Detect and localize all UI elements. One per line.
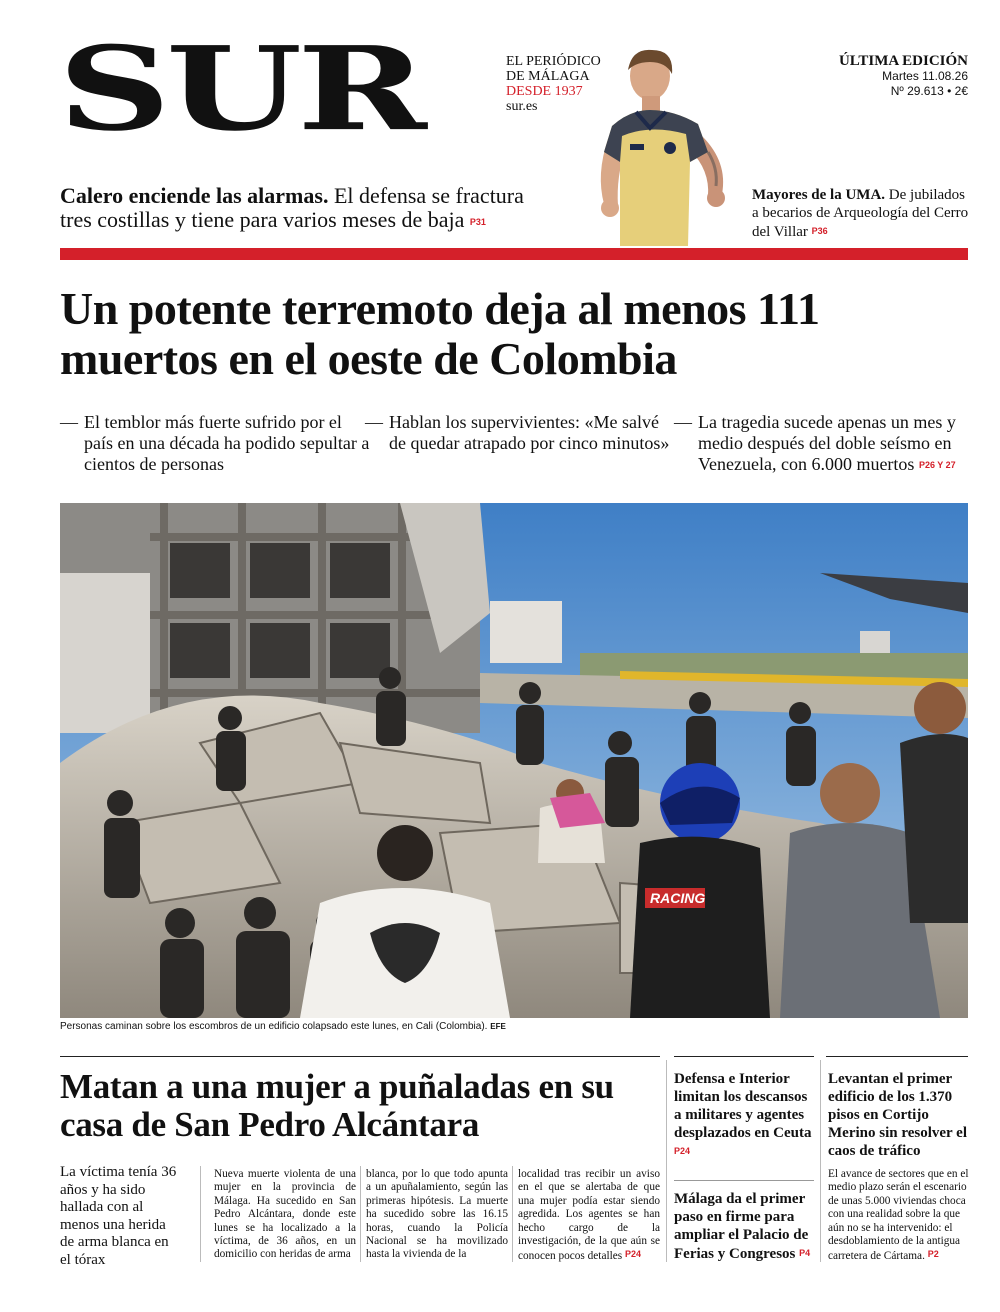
issue-date: Martes 11.08.26 <box>882 69 968 83</box>
caption-text: Personas caminan sobre los escombros de un edificio colapsado este lunes, en Cali (Colombia). <box>60 1021 488 1032</box>
brief-palacio-title: Málaga da el primer paso en firme para ampliar el Palacio de Ferias y Congresos <box>674 1191 809 1262</box>
lower-top-rule <box>674 1056 814 1057</box>
footballer-photo <box>590 44 740 246</box>
dash-marker: — <box>365 412 383 432</box>
teaser-calero-title: Calero enciende las alarmas. <box>60 183 329 208</box>
teaser-calero[interactable] <box>60 184 560 234</box>
subhead-1 <box>60 412 374 475</box>
edition-info <box>839 54 968 99</box>
issue-number: Nº 29.613 • 2€ <box>890 84 968 98</box>
brief-divider <box>674 1180 814 1181</box>
column-rule <box>666 1060 667 1262</box>
brief-cortijo-body <box>828 1168 970 1264</box>
dash-marker: — <box>674 412 692 432</box>
page-ref: P26 Y 27 <box>918 460 956 470</box>
secondary-headline[interactable]: Matan a una mujer a puñaladas en su casa de San Pedro Alcántara <box>60 1067 614 1144</box>
page-ref: P4 <box>799 1248 811 1258</box>
tagline-line-1: EL PERIÓDICO <box>506 54 601 69</box>
subhead-3 <box>674 412 973 476</box>
subhead-3-text: La tragedia sucede apenas un mes y medio después del doble seísmo en Venezuela, con 6.000 muertos <box>698 412 956 474</box>
section-divider-red <box>60 248 968 260</box>
tagline-line-2: DE MÁLAGA <box>506 69 590 84</box>
brief-cortijo-merino[interactable] <box>828 1070 968 1160</box>
story-body-col-3-text: localidad tras recibir un aviso en el que se alertaba de que una mujer podía estar siendo agredida. Los agentes se han hecho cargo de la investigación, de la que aún se conocen pocos detalles <box>518 1168 660 1263</box>
newspaper-logo: SUR <box>58 22 423 157</box>
page-ref: P24 <box>674 1146 691 1156</box>
lower-top-rule <box>826 1056 968 1057</box>
column-rule <box>820 1060 821 1262</box>
main-headline[interactable]: Un potente terremoto deja al menos 111 muertos en el oeste de Colombia <box>60 283 820 384</box>
jersey-text: RACING <box>650 890 706 906</box>
brief-cortijo-text: El avance de sectores que en el medio plazo serán el escenario de unas 5.000 viviendas choca con una realidad sobre la que aún no se ha intervenido: el desdoblamiento de la antigua carretera de Cártama. <box>828 1168 969 1263</box>
teaser-uma-title: Mayores de la UMA. <box>752 187 886 203</box>
story-body-col-2: blanca, por lo que todo apunta a un apuñalamiento, según las primeras hipótesis. La muerte ha sucedido sobre las 16.15 horas, cuando la Policía Nacional se ha movilizado hasta la vivienda de la <box>366 1168 508 1261</box>
edition-label: ÚLTIMA EDICIÓN <box>838 53 968 69</box>
lower-top-rule <box>60 1056 660 1057</box>
dash-marker: — <box>60 412 78 432</box>
brief-cortijo-title: Levantan el primer edificio de los 1.370 pisos en Cortijo Merino sin resolver el caos de tráfico <box>828 1071 967 1159</box>
subhead-2 <box>365 412 679 454</box>
column-rule <box>360 1166 361 1262</box>
teaser-uma[interactable] <box>752 186 972 241</box>
brief-ceuta[interactable] <box>674 1070 814 1161</box>
story-body-col-1: Nueva muerte violenta de una mujer en la provincia de Málaga. Ha sucedido en San Pedro Alcántara, donde este lunes se ha localizado a la víctima, de 36 años, en un domicilio con heridas de arma <box>214 1168 356 1261</box>
tagline-since: DESDE 1937 <box>506 84 583 99</box>
column-rule <box>512 1166 513 1262</box>
page-ref: P31 <box>469 217 486 227</box>
brief-palacio-ferias[interactable] <box>674 1190 814 1263</box>
teaser-uma-text: De jubilados a becarios de Arqueología del Cerro del Villar <box>752 187 969 240</box>
subhead-2-text: Hablan los supervivientes: «Me salvé de quedar atrapado por cinco minutos» <box>389 412 670 453</box>
column-rule <box>200 1166 201 1262</box>
earthquake-rubble-photo <box>60 503 968 1018</box>
subhead-1-text: El temblor más fuerte sufrido por el país en una década ha podido sepultar a cientos de personas <box>84 412 370 474</box>
photo-credit: EFE <box>490 1022 506 1031</box>
brief-ceuta-title: Defensa e Interior limitan los descansos a militares y agentes desplazados en Ceuta <box>674 1071 812 1141</box>
story-lead: La víctima tenía 36 años y ha sido hallada con al menos una herida de arma blanca en el tórax <box>60 1164 177 1268</box>
story-body-col-3 <box>518 1168 660 1264</box>
page-ref: P2 <box>927 1249 939 1260</box>
page-ref: P24 <box>624 1249 641 1260</box>
photo-caption <box>60 1021 506 1033</box>
teaser-calero-text: El defensa se fractura tres costillas y tiene para varios meses de baja <box>60 183 524 232</box>
site-link[interactable]: sur.es <box>506 99 538 114</box>
masthead-tagline <box>506 54 601 114</box>
page-ref: P36 <box>811 226 828 236</box>
